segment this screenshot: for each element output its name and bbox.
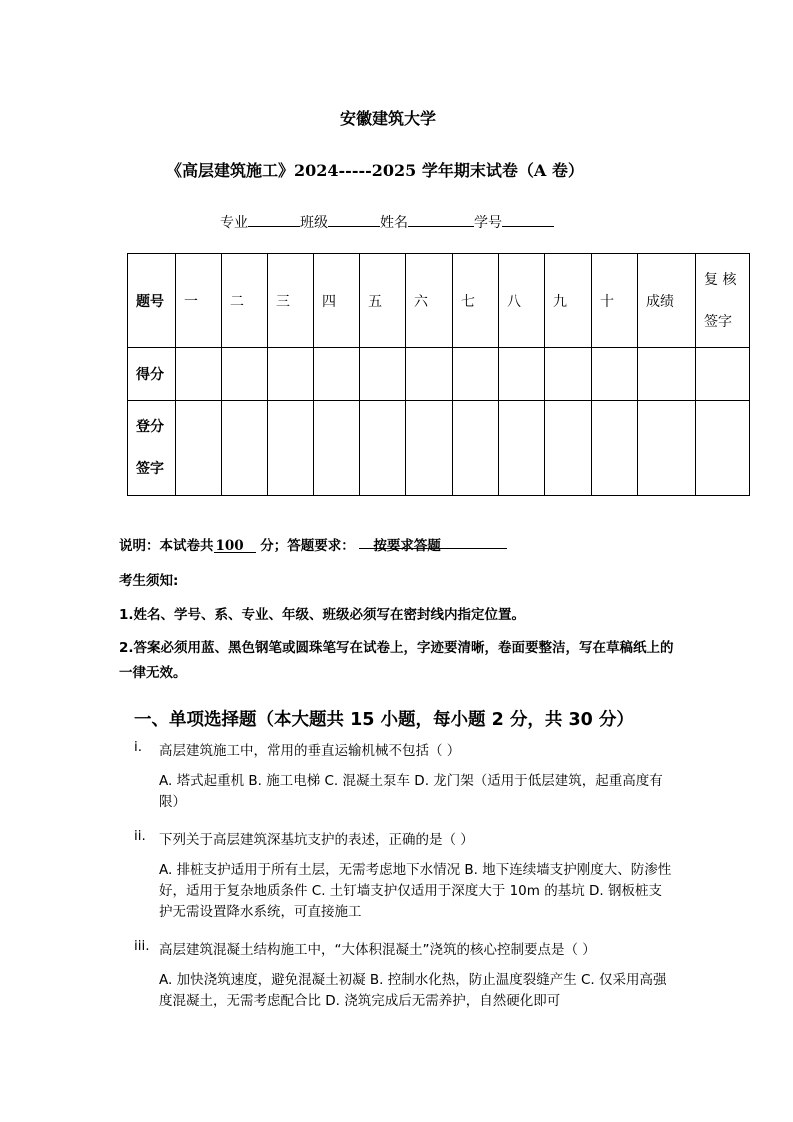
register-label: 登分 <box>136 419 164 435</box>
question-2-stem: 下列关于高层建筑深基坑支护的表述，正确的是（ ） <box>159 832 474 848</box>
university-name: 安徽建筑大学 <box>340 109 437 128</box>
score-cell[interactable] <box>453 348 499 401</box>
question-2-number: ii. <box>134 828 146 844</box>
table-row <box>128 254 750 348</box>
score-cell[interactable] <box>406 348 453 401</box>
table-row <box>128 401 750 496</box>
score-cell[interactable] <box>592 348 638 401</box>
notice-title: 考生须知: <box>119 573 179 589</box>
sign-cell[interactable] <box>406 401 453 496</box>
name-field[interactable] <box>408 212 474 227</box>
header-cell: 题号 <box>128 254 176 348</box>
question-1-number: i. <box>134 739 143 755</box>
header-cell: 九 <box>545 254 592 348</box>
review-header-cell <box>696 254 750 348</box>
question-3-options: A. 加快浇筑速度，避免混凝土初凝 B. 控制水化热，防止温度裂缝产生 C. 仅采用高强度混凝土，无需考虑配合比 D. 浇筑完成后无需养护，自然硬化即可 <box>159 972 667 1009</box>
header-cell: 十 <box>592 254 638 348</box>
header-cell: 六 <box>406 254 453 348</box>
score-cell[interactable] <box>314 348 360 401</box>
class-field[interactable] <box>328 212 380 227</box>
total-score: 100 <box>214 538 256 553</box>
notice-1: 1.姓名、学号、系、专业、年级、班级必须写在密封线内指定位置。 <box>119 607 526 623</box>
score-cell[interactable] <box>638 348 696 401</box>
review-label: 复 核 <box>704 271 737 288</box>
score-cell[interactable] <box>696 348 750 401</box>
sign-cell[interactable] <box>592 401 638 496</box>
register-row-label <box>128 401 176 496</box>
question-3-number: iii. <box>134 938 150 954</box>
question-1-stem: 高层建筑施工中，常用的垂直运输机械不包括（ ） <box>159 743 461 759</box>
student-id-field[interactable] <box>502 212 554 227</box>
sign-cell[interactable] <box>176 401 222 496</box>
student-info-line <box>220 212 554 232</box>
sign-cell[interactable] <box>268 401 314 496</box>
desc-mid: 分；答题要求： <box>260 538 355 554</box>
header-cell: 五 <box>360 254 406 348</box>
question-1-options: A. 塔式起重机 B. 施工电梯 C. 混凝土泵车 D. 龙门架（适用于低层建筑，起重高度有限） <box>159 773 663 810</box>
score-row-label: 得分 <box>128 348 176 401</box>
name-label: 姓名 <box>380 215 408 231</box>
sign-cell[interactable] <box>360 401 406 496</box>
score-cell[interactable] <box>360 348 406 401</box>
question-2-options: A. 排桩支护适用于所有土层，无需考虑地下水情况 B. 地下连续墙支护刚度大、防渗性好，适用于复杂地质条件 C. 土钉墙支护仅适用于深度大于 10m 的基坑 D. 钢板桩支护无需设置降水系统，可直接施工 <box>159 862 672 920</box>
score-table <box>127 253 750 496</box>
sign-cell[interactable] <box>314 401 360 496</box>
header-cell: 四 <box>314 254 360 348</box>
sign-cell[interactable] <box>545 401 592 496</box>
major-label: 专业 <box>220 215 248 231</box>
table-row <box>128 348 750 401</box>
score-cell[interactable] <box>268 348 314 401</box>
question-3-stem: 高层建筑混凝土结构施工中，“大体积混凝土”浇筑的核心控制要点是（ ） <box>159 942 596 958</box>
answer-requirement: 按要求答题 <box>359 534 507 549</box>
sign-label: 签字 <box>136 461 164 477</box>
sign-cell[interactable] <box>453 401 499 496</box>
exam-title: 《高层建筑施工》2024-----2025 学年期末试卷（A 卷） <box>166 161 584 180</box>
notice-2: 2.答案必须用蓝、黑色钢笔或圆珠笔写在试卷上，字迹要清晰，卷面要整洁，写在草稿纸上的一律无效。 <box>119 640 674 681</box>
header-cell: 二 <box>222 254 268 348</box>
sign-cell[interactable] <box>222 401 268 496</box>
header-cell: 七 <box>453 254 499 348</box>
section-1-title: 一、单项选择题（本大题共 15 小题，每小题 2 分，共 30 分） <box>134 710 634 730</box>
score-cell[interactable] <box>222 348 268 401</box>
header-cell: 八 <box>499 254 545 348</box>
exam-description <box>119 534 507 554</box>
major-field[interactable] <box>248 212 300 227</box>
score-cell[interactable] <box>545 348 592 401</box>
sign-label: 签字 <box>704 313 732 330</box>
header-cell: 成绩 <box>638 254 696 348</box>
desc-prefix: 说明：本试卷共 <box>119 538 214 554</box>
sign-cell[interactable] <box>499 401 545 496</box>
header-cell: 一 <box>176 254 222 348</box>
sign-cell[interactable] <box>696 401 750 496</box>
student-id-label: 学号 <box>474 215 502 231</box>
score-cell[interactable] <box>499 348 545 401</box>
score-cell[interactable] <box>176 348 222 401</box>
class-label: 班级 <box>300 215 328 231</box>
header-cell: 三 <box>268 254 314 348</box>
sign-cell[interactable] <box>638 401 696 496</box>
